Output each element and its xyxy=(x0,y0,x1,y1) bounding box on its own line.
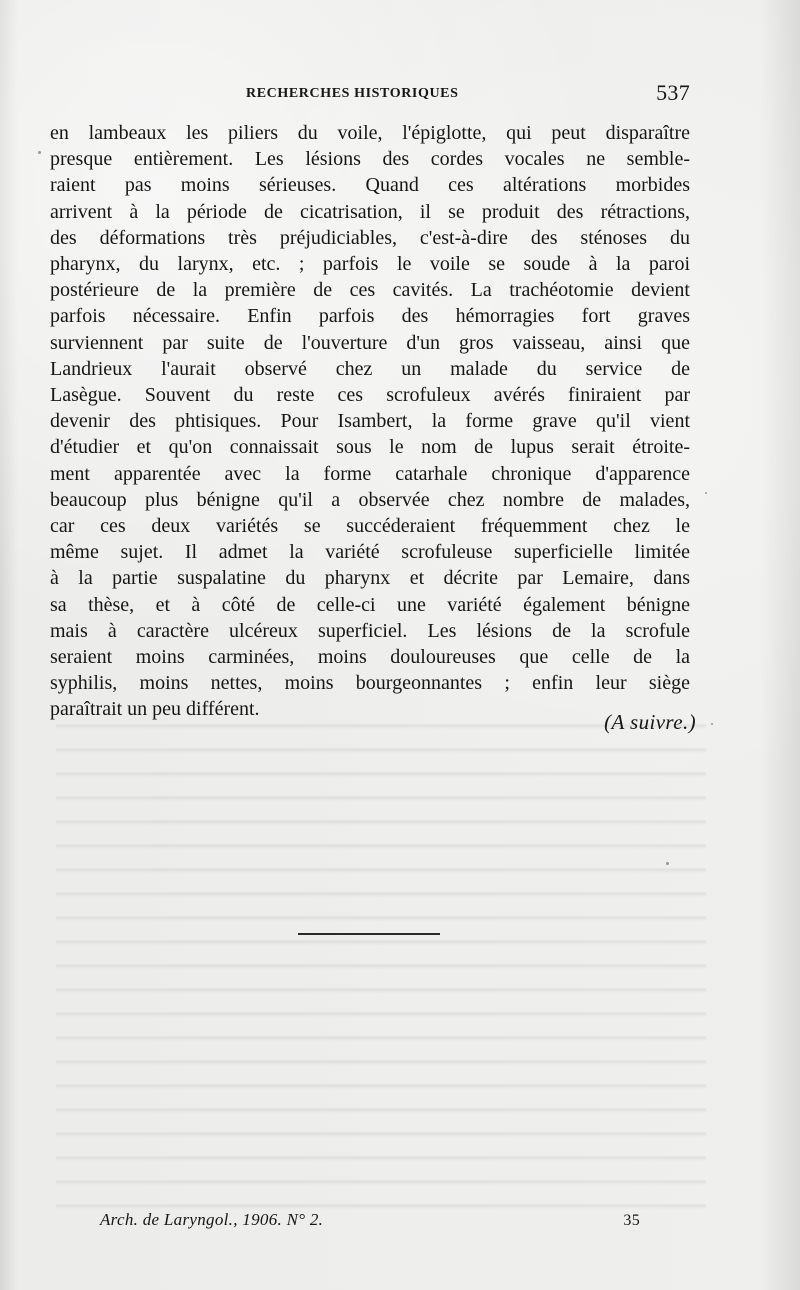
text-line: seraient moins carminées, moins douloureuses que celle de la xyxy=(50,646,690,669)
continuation-note: (A suivre.) xyxy=(604,710,696,734)
text-line: arrivent à la période de cicatrisation, il se produit des rétractions, xyxy=(50,200,690,223)
journal-reference: Arch. de Laryngol., 1906. N° 2. xyxy=(100,1210,324,1229)
running-head: RECHERCHES HISTORIQUES xyxy=(246,86,459,101)
scan-speck xyxy=(705,492,707,494)
text-line: syphilis, moins nettes, moins bourgeonnantes ; enfin leur siège xyxy=(50,672,690,695)
text-line: presque entièrement. Les lésions des cordes vocales ne semble- xyxy=(50,148,690,171)
scan-speck xyxy=(38,151,41,154)
text-line: pharynx, du larynx, etc. ; parfois le voile se soude à la paroi xyxy=(50,253,690,276)
text-line: postérieure de la première de ces cavités. La trachéotomie devient xyxy=(50,279,690,302)
text-line: devenir des phtisiques. Pour Isambert, la forme grave qu'il vient xyxy=(50,410,690,433)
text-line: parfois nécessaire. Enfin parfois des hémorragies fort graves xyxy=(50,305,690,328)
page-footer xyxy=(100,1210,640,1238)
text-line: à la partie suspalatine du pharynx et décrite par Lemaire, dans xyxy=(50,567,690,590)
page-header xyxy=(50,80,690,110)
text-line: beaucoup plus bénigne qu'il a observée chez nombre de malades, xyxy=(50,488,690,511)
scan-speck xyxy=(711,723,713,725)
text-line: car ces deux variétés se succéderaient fréquemment chez le xyxy=(50,515,690,538)
text-line: sa thèse, et à côté de celle-ci une variété également bénigne xyxy=(50,593,690,616)
body-text xyxy=(50,120,690,723)
text-line: paraîtrait un peu différent. xyxy=(50,698,260,721)
text-line: Landrieux l'aurait observé chez un malade du service de xyxy=(50,357,690,380)
text-line: en lambeaux les piliers du voile, l'épiglotte, qui peut disparaître xyxy=(50,122,690,144)
scan-speck xyxy=(666,862,669,865)
section-rule xyxy=(298,933,440,935)
text-line: même sujet. Il admet la variété scrofuleuse superficielle limitée xyxy=(50,541,690,564)
text-line: raient pas moins sérieuses. Quand ces altérations morbides xyxy=(50,174,690,197)
text-line: d'étudier et qu'on connaissait sous le nom de lupus serait étroite- xyxy=(50,436,690,459)
text-line: mais à caractère ulcéreux superficiel. Les lésions de la scrofule xyxy=(50,619,690,642)
text-line: ment apparentée avec la forme catarhale chronique d'apparence xyxy=(50,462,690,485)
page-number: 537 xyxy=(656,80,690,105)
text-line: des déformations très préjudiciables, c'est-à-dire des sténoses du xyxy=(50,226,690,249)
bleed-through-text xyxy=(56,705,706,1225)
text-line: Lasègue. Souvent du reste ces scrofuleux avérés finiraient par xyxy=(50,384,690,407)
text-line: surviennent par suite de l'ouverture d'un gros vaisseau, ainsi que xyxy=(50,331,690,354)
sheet-number: 35 xyxy=(623,1212,640,1229)
